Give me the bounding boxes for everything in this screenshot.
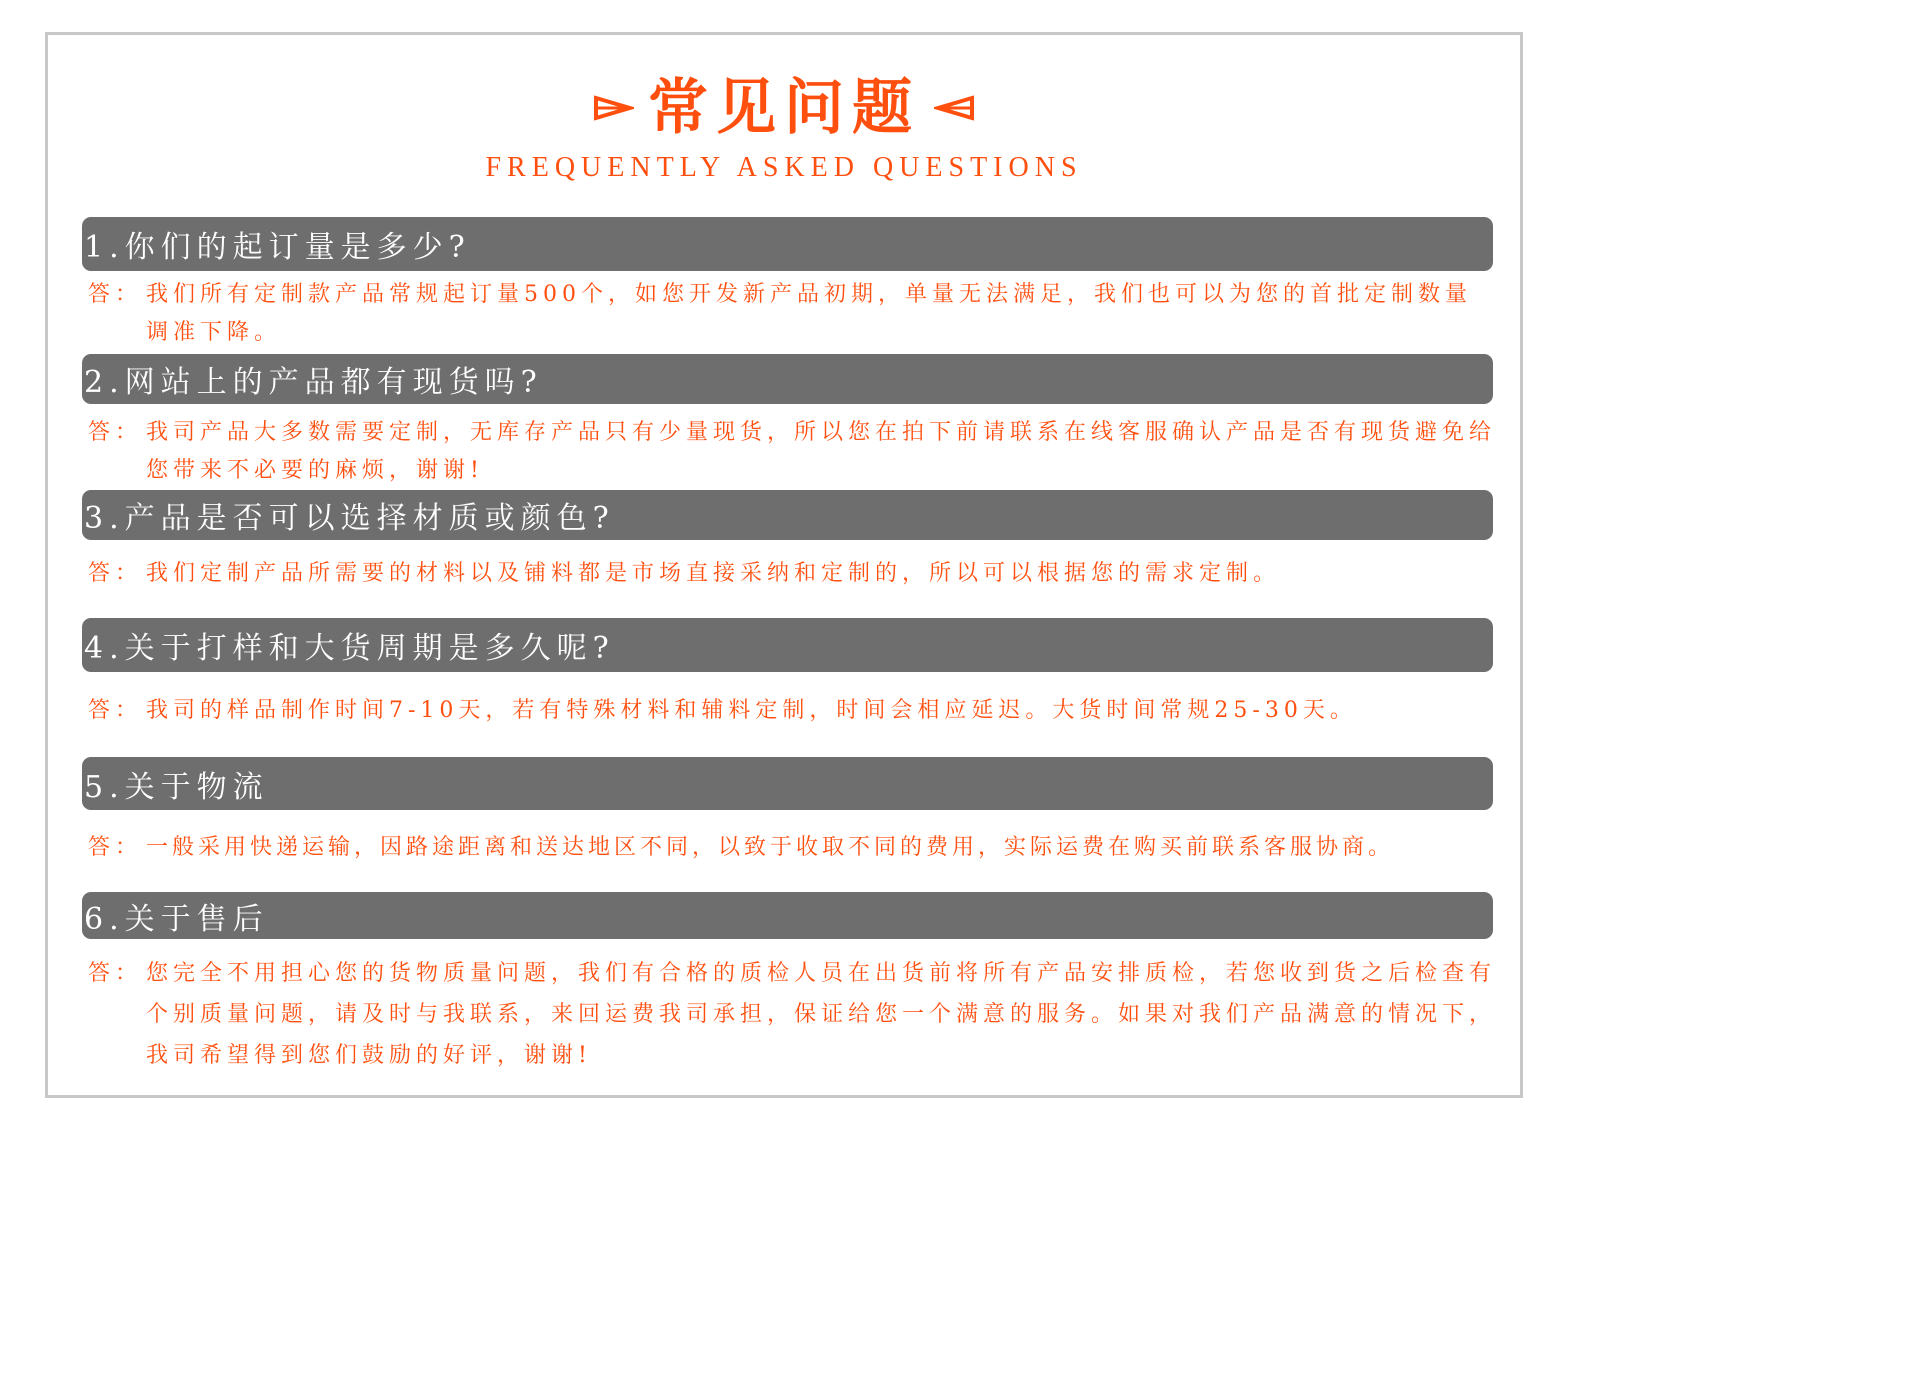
page-subtitle: FREQUENTLY ASKED QUESTIONS <box>485 152 1083 183</box>
faq-answer-5 <box>88 829 1498 867</box>
faq-answer-3 <box>88 555 1498 593</box>
answer-text: 我司的样品制作时间7-10天，若有特殊材料和辅料定制，时间会相应延迟。大货时间常规25-30天。 <box>146 698 1357 723</box>
faq-question-4: 4.关于打样和大货周期是多久呢? <box>82 618 1493 672</box>
page-title: 常见问题 <box>648 73 920 143</box>
faq-answer-6 <box>88 953 1498 1076</box>
faq-question-6: 6.关于售后 <box>82 892 1493 939</box>
arrow-left-icon <box>934 95 974 121</box>
answer-label: 答： <box>88 561 143 586</box>
faq-answer-1 <box>88 276 1498 352</box>
answer-label: 答： <box>88 835 143 860</box>
answer-text: 我司产品大多数需要定制，无库存产品只有少量现货，所以您在拍下前请联系在线客服确认产品是否有现货避免给您带来不必要的麻烦，谢谢! <box>146 420 1497 483</box>
answer-label: 答： <box>88 420 143 445</box>
arrow-right-icon <box>594 95 634 121</box>
faq-answer-2 <box>88 414 1498 490</box>
faq-question-3: 3.产品是否可以选择材质或颜色? <box>82 490 1493 540</box>
faq-answer-4 <box>88 692 1498 730</box>
answer-label: 答： <box>88 698 143 723</box>
answer-text: 您完全不用担心您的货物质量问题，我们有合格的质检人员在出货前将所有产品安排质检，若您收到货之后检查有个别质量问题，请及时与我联系，来回运费我司承担，保证给您一个满意的服务。如果对我们产品满意的情况下，我司希望得到您们鼓励的好评，谢谢! <box>146 961 1497 1068</box>
answer-label: 答： <box>88 282 143 307</box>
answer-text: 我们定制产品所需要的材料以及铺料都是市场直接采纳和定制的，所以可以根据您的需求定制。 <box>146 561 1281 586</box>
answer-label: 答： <box>88 961 143 986</box>
faq-header <box>0 74 1568 184</box>
answer-text: 一般采用快递运输，因路途距离和送达地区不同，以致于收取不同的费用，实际运费在购买前联系客服协商。 <box>146 835 1395 860</box>
faq-question-2: 2.网站上的产品都有现货吗? <box>82 354 1493 404</box>
faq-question-5: 5.关于物流 <box>82 757 1493 810</box>
answer-text: 我们所有定制款产品常规起订量500个，如您开发新产品初期，单量无法满足，我们也可以为您的首批定制数量调准下降。 <box>146 282 1472 345</box>
faq-question-1: 1.你们的起订量是多少? <box>82 217 1493 271</box>
